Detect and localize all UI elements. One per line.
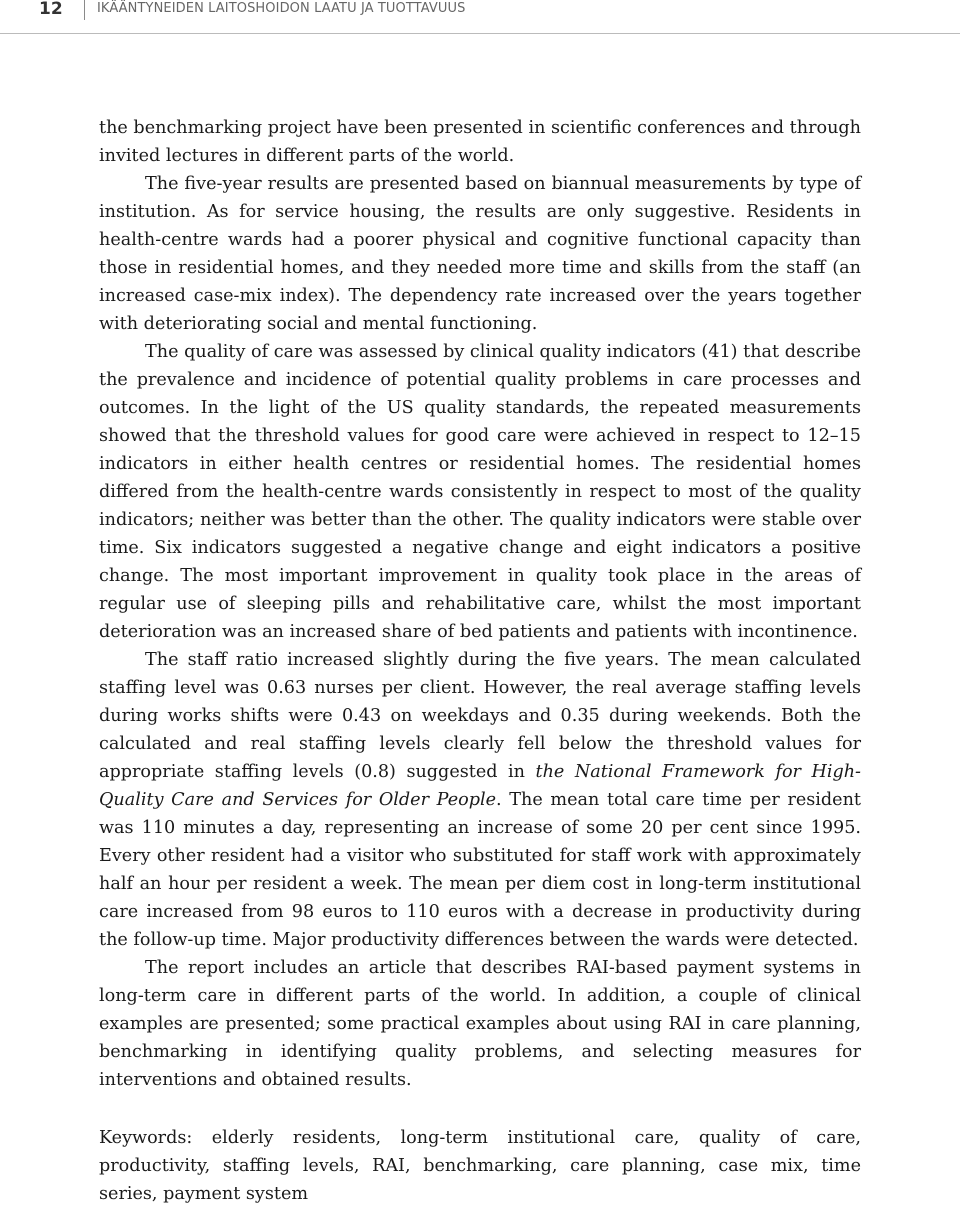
paragraph-5: The report includes an article that describes RAI-based payment systems in long-term care in different parts of the world. In addition, a couple of clinical examples are presented; some practical examples about using RAI in care planning, benchmarking in identifying quality problems, and selecting measures for interventions and obtained results. bbox=[99, 958, 861, 1090]
paragraph-1: the benchmarking project have been presented in scientific conferences and through invited lectures in different parts of the world. bbox=[99, 118, 861, 166]
running-title: IKÄÄNTYNEIDEN LAITOSHOIDON LAATU JA TUOTTAVUUS bbox=[97, 1, 466, 16]
framework-title: the National Framework for High-Quality Care and Services for Older People bbox=[99, 762, 861, 810]
page-header bbox=[0, 0, 960, 36]
paragraph-4 bbox=[99, 646, 861, 954]
paragraph-4-text-start: The staff ratio increased slightly during the five years. The mean calculated staffing level was 0.63 nurses per client. However, the real average staffing levels during works shifts were 0.43 on weekdays and 0.35 during weekends. Both the calculated and real staffing levels clearly fell below the threshold values for appropriate staffing levels (0.8) suggested in bbox=[99, 650, 861, 782]
page-number: 12 bbox=[39, 0, 63, 19]
keywords-text: elderly residents, long-term institutional care, quality of care, productivity, staffing levels, RAI, benchmarking, care planning, case mix, time series, payment system bbox=[99, 1128, 861, 1204]
keywords-label: Keywords: bbox=[99, 1128, 212, 1148]
header-divider bbox=[84, 0, 85, 20]
paragraph-2: The five-year results are presented based on biannual measurements by type of institution. As for service housing, the results are only suggestive. Residents in health-centre wards had a poorer physical and cognitive functional capacity than those in residential homes, and they needed more time and skills from the staff (an increased case-mix index). The dependency rate increased over the years together with deteriorating social and mental functioning. bbox=[99, 174, 861, 334]
header-rule bbox=[0, 33, 960, 34]
keywords bbox=[99, 1124, 861, 1208]
paragraph-4-text-end: . The mean total care time per resident was 110 minutes a day, representing an increase of some 20 per cent since 1995. Every other resident had a visitor who substituted for staff work with approximately half an hour per resident a week. The mean per diem cost in long-term institutional care increased from 98 euros to 110 euros with a decrease in productivity during the follow-up time. Major productivity differences between the wards were detected. bbox=[99, 790, 861, 950]
paragraph-3: The quality of care was assessed by clinical quality indicators (41) that describe the prevalence and incidence of potential quality problems in care processes and outcomes. In the light of the US quality standards, the repeated measurements showed that the threshold values for good care were achieved in respect to 12–15 indicators in either health centres or residential homes. The residential homes differed from the health-centre wards consistently in respect to most of the quality indicators; neither was better than the other. The quality indicators were stable over time. Six indicators suggested a negative change and eight indicators a positive change. The most important improvement in quality took place in the areas of regular use of sleeping pills and rehabilitative care, whilst the most important deterioration was an increased share of bed patients and patients with incontinence. bbox=[99, 342, 861, 642]
body-text bbox=[99, 114, 861, 1094]
